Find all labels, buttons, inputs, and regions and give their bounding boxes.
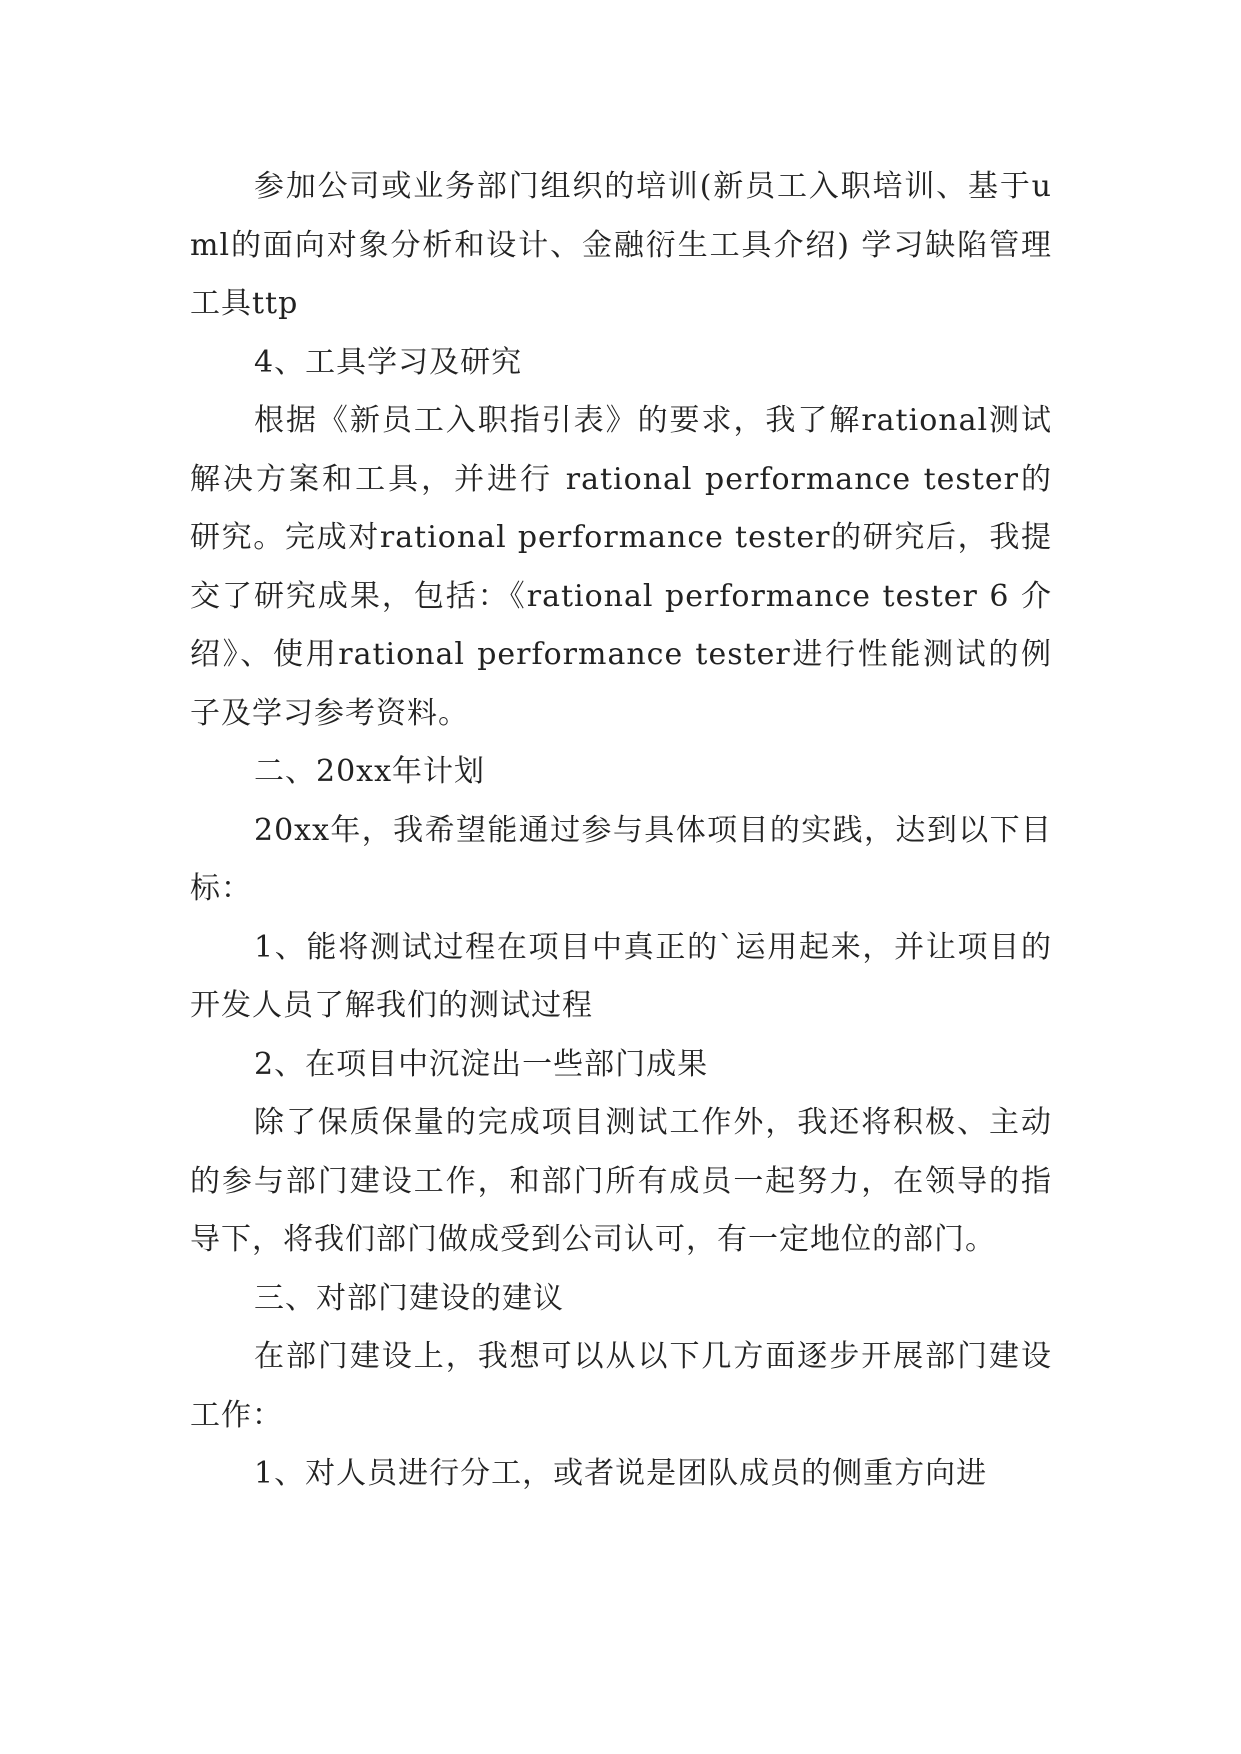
paragraph-goal-2: 2、在项目中沉淀出一些部门成果	[254, 1046, 709, 1082]
paragraph-plan-goals: 20xx年，我希望能通过参与具体项目的实践，达到以下目标：	[190, 812, 1052, 906]
paragraph-suggestion-1: 1、对人员进行分工，或者说是团队成员的侧重方向进	[254, 1456, 988, 1491]
heading-suggestions: 三、对部门建设的建议	[254, 1280, 564, 1316]
paragraph-department-work: 除了保质保量的完成项目测试工作外，我还将积极、主动的参与部门建设工作，和部门所有成员一起努力，在领导的指导下，将我们部门做成受到公司认可，有一定地位的部门。	[190, 1105, 1052, 1257]
paragraph-training: 参加公司或业务部门组织的培训(新员工入职培训、基于uml的面向对象分析和设计、金融衍生工具介绍) 学习缺陷管理工具ttp	[190, 169, 1052, 321]
heading-annual-plan: 二、20xx年计划	[254, 754, 486, 789]
paragraph-rational-research: 根据《新员工入职指引表》的要求，我了解rational测试解决方案和工具，并进行 rational performance tester的研究。完成对rational performance tester的研究后，我提交了研究成果，包括：《rational performance tester 6 介绍》、使用rational performance tester进行性能测试的例子及学习参考资料。	[190, 403, 1052, 731]
document-page	[190, 158, 1052, 1504]
heading-tool-study: 4、工具学习及研究	[254, 344, 523, 380]
paragraph-suggestions-intro: 在部门建设上，我想可以从以下几方面逐步开展部门建设工作：	[190, 1339, 1052, 1433]
paragraph-goal-1: 1、能将测试过程在项目中真正的`运用起来，并让项目的开发人员了解我们的测试过程	[190, 929, 1052, 1023]
